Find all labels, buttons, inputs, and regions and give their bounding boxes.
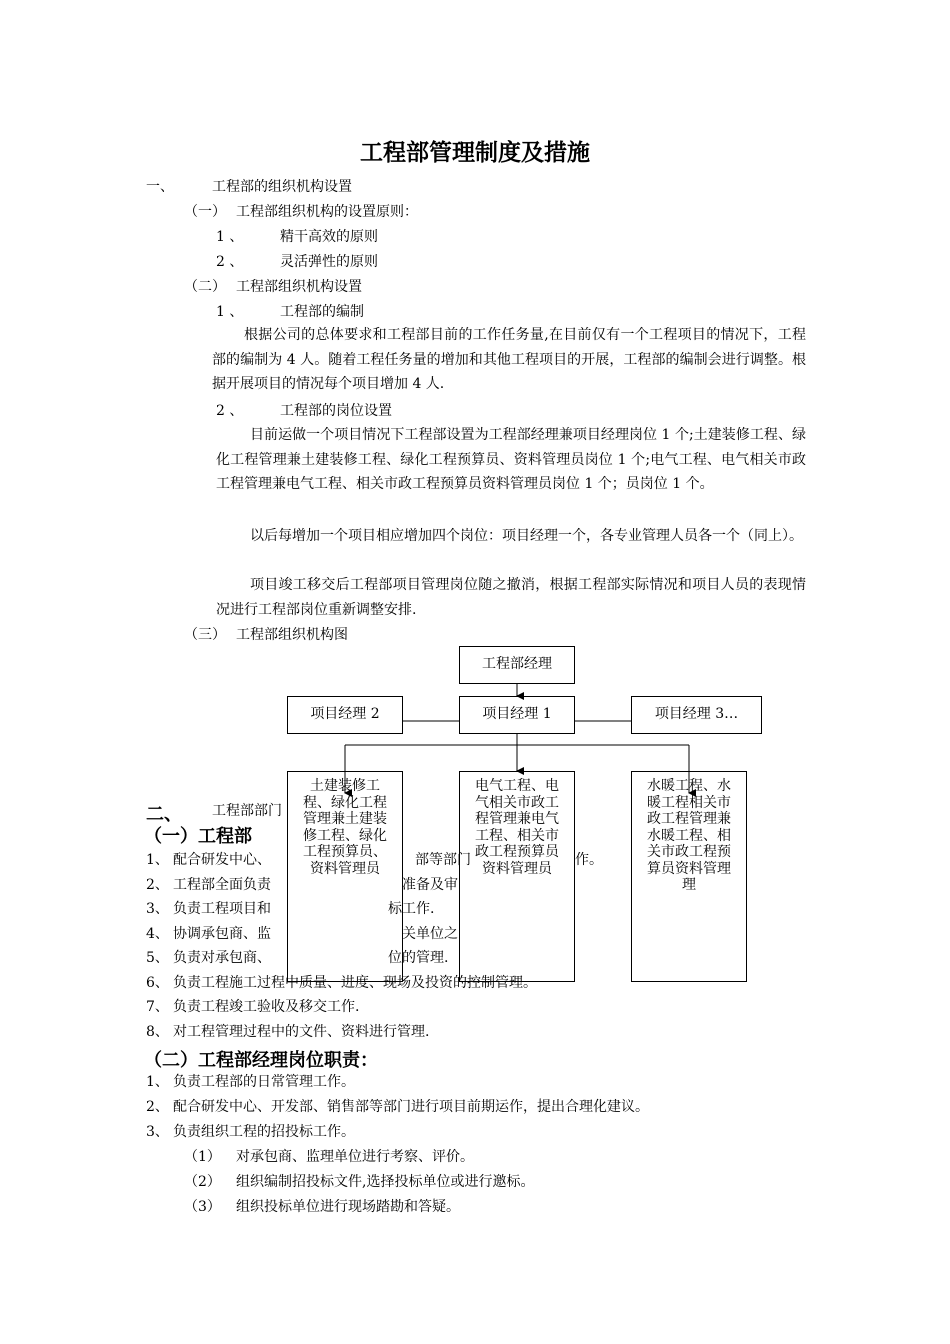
- list-item-number: 1 、: [216, 229, 244, 245]
- org-box-electrical-dept: 电气工程、电气相关市政工程管理兼电气工程、相关市政工程预算员资料管理员: [459, 771, 575, 982]
- sub-duty-number: （3）: [184, 1199, 221, 1215]
- subsection-label: （一）: [184, 204, 226, 220]
- duty-number: 5、: [146, 950, 169, 966]
- duty-text-fragment: 作。: [575, 852, 603, 868]
- duty-text-fragment: 标工作.: [388, 901, 435, 917]
- list-item-text: 工程部的岗位设置: [280, 403, 392, 419]
- subsection-label: （二）: [184, 279, 226, 295]
- duty-text-fragment: 准备及审: [402, 877, 458, 893]
- duty-text: 负责组织工程的招投标工作。: [173, 1124, 355, 1140]
- duty-number: 8、: [146, 1024, 169, 1040]
- list-item-number: 2 、: [216, 254, 244, 270]
- duty-number: 1、: [146, 852, 169, 868]
- duty-text: 负责工程项目和: [173, 901, 271, 917]
- list-item-number: 2 、: [216, 403, 244, 419]
- duty-number: 1、: [146, 1074, 169, 1090]
- org-box-civil-dept: 土建装修工程、绿化工程管理兼土建装修工程、绿化工程预算员、资料管理员: [287, 771, 403, 982]
- section-number: 一、: [146, 179, 174, 195]
- subsection-label: （三）: [184, 627, 226, 643]
- sub-duty-number: （2）: [184, 1174, 221, 1190]
- org-box-project-manager-3: 项目经理 3…: [631, 696, 762, 734]
- duty-text: 工程部全面负责: [173, 877, 271, 893]
- subsection-heading: （二）工程部经理岗位职责：: [144, 1050, 378, 1071]
- duty-text-fragment: 位的管理.: [388, 950, 449, 966]
- duty-text: 协调承包商、监: [173, 926, 271, 942]
- list-item-text: 精干高效的原则: [280, 229, 378, 245]
- duty-number: 6、: [146, 975, 169, 991]
- sub-duty-text: 对承包商、监理单位进行考察、评价。: [236, 1149, 474, 1165]
- duty-number: 4、: [146, 926, 169, 942]
- list-item-text: 灵活弹性的原则: [280, 254, 378, 270]
- list-item-text: 工程部的编制: [280, 304, 364, 320]
- subsection-heading: （一）工程部: [144, 826, 252, 847]
- list-item-number: 1 、: [216, 304, 244, 320]
- duty-number: 3、: [146, 1124, 169, 1140]
- duty-text: 负责工程竣工验收及移交工作.: [173, 999, 360, 1015]
- org-box-project-manager-1: 项目经理 1: [459, 696, 575, 734]
- paragraph-staffing: 根据公司的总体要求和工程部目前的工作任务量,在目前仅有一个工程项目的情况下，工程部的编制为 4 人。随着工程任务量的增加和其他工程项目的开展，工程部的编制会进行调整。根据开展项目的情况每个项目增加 4 人.: [212, 327, 806, 392]
- sub-duty-text: 组织编制招投标文件,选择投标单位或进行邀标。: [236, 1174, 535, 1190]
- sub-duty-number: （1）: [184, 1149, 221, 1165]
- duty-number: 2、: [146, 877, 169, 893]
- duty-text: 负责对承包商、: [173, 950, 271, 966]
- duty-number: 2、: [146, 1099, 169, 1115]
- duty-text: 负责工程部的日常管理工作。: [173, 1074, 355, 1090]
- paragraph-expansion: 以后每增加一个项目相应增加四个岗位：项目经理一个，各专业管理人员各一个（同上）。: [250, 528, 803, 544]
- duty-text: 对工程管理过程中的文件、资料进行管理.: [173, 1024, 430, 1040]
- section-heading: 工程部部门: [212, 803, 282, 819]
- duty-text: 配合研发中心、: [173, 852, 271, 868]
- duty-number: 3、: [146, 901, 169, 917]
- subsection-heading: 工程部组织机构设置: [236, 279, 362, 295]
- sub-duty-text: 组织投标单位进行现场踏勘和答疑。: [236, 1199, 460, 1215]
- org-box-plumbing-dept: 水暖工程、水暖工程相关市政工程管理兼水暖工程、相关市政工程预算员资料管理理: [631, 771, 747, 982]
- subsection-heading: 工程部组织机构的设置原则：: [236, 204, 418, 220]
- duty-text: 负责工程施工过程中质量、进度、现场及投资的控制管理。: [173, 975, 537, 991]
- duty-number: 7、: [146, 999, 169, 1015]
- paragraph-completion: 项目竣工移交后工程部项目管理岗位随之撤消，根据工程部实际情况和项目人员的表现情况进行工程部岗位重新调整安排.: [216, 577, 806, 618]
- org-box-project-manager-2: 项目经理 2: [287, 696, 403, 734]
- subsection-heading: 工程部组织机构图: [236, 627, 348, 643]
- org-box-dept-manager: 工程部经理: [459, 646, 575, 684]
- section-number: 二、: [146, 804, 182, 825]
- section-heading: 工程部的组织机构设置: [212, 179, 352, 195]
- duty-text-fragment: 部等部门: [415, 852, 471, 868]
- paragraph-positions: 目前运做一个项目情况下工程部设置为工程部经理兼项目经理岗位 1 个;土建装修工程、绿化工程管理兼土建装修工程、绿化工程预算员、资料管理员岗位 1 个;电气工程、电气相关市政工程管理兼电气工程、相关市政工程预算员资料管理员岗位 1 个；员岗位 1 个。: [216, 427, 806, 492]
- duty-text-fragment: 关单位之: [402, 926, 458, 942]
- duty-text: 配合研发中心、开发部、销售部等部门进行项目前期运作，提出合理化建议。: [173, 1099, 649, 1115]
- page-title: 工程部管理制度及措施: [360, 140, 590, 166]
